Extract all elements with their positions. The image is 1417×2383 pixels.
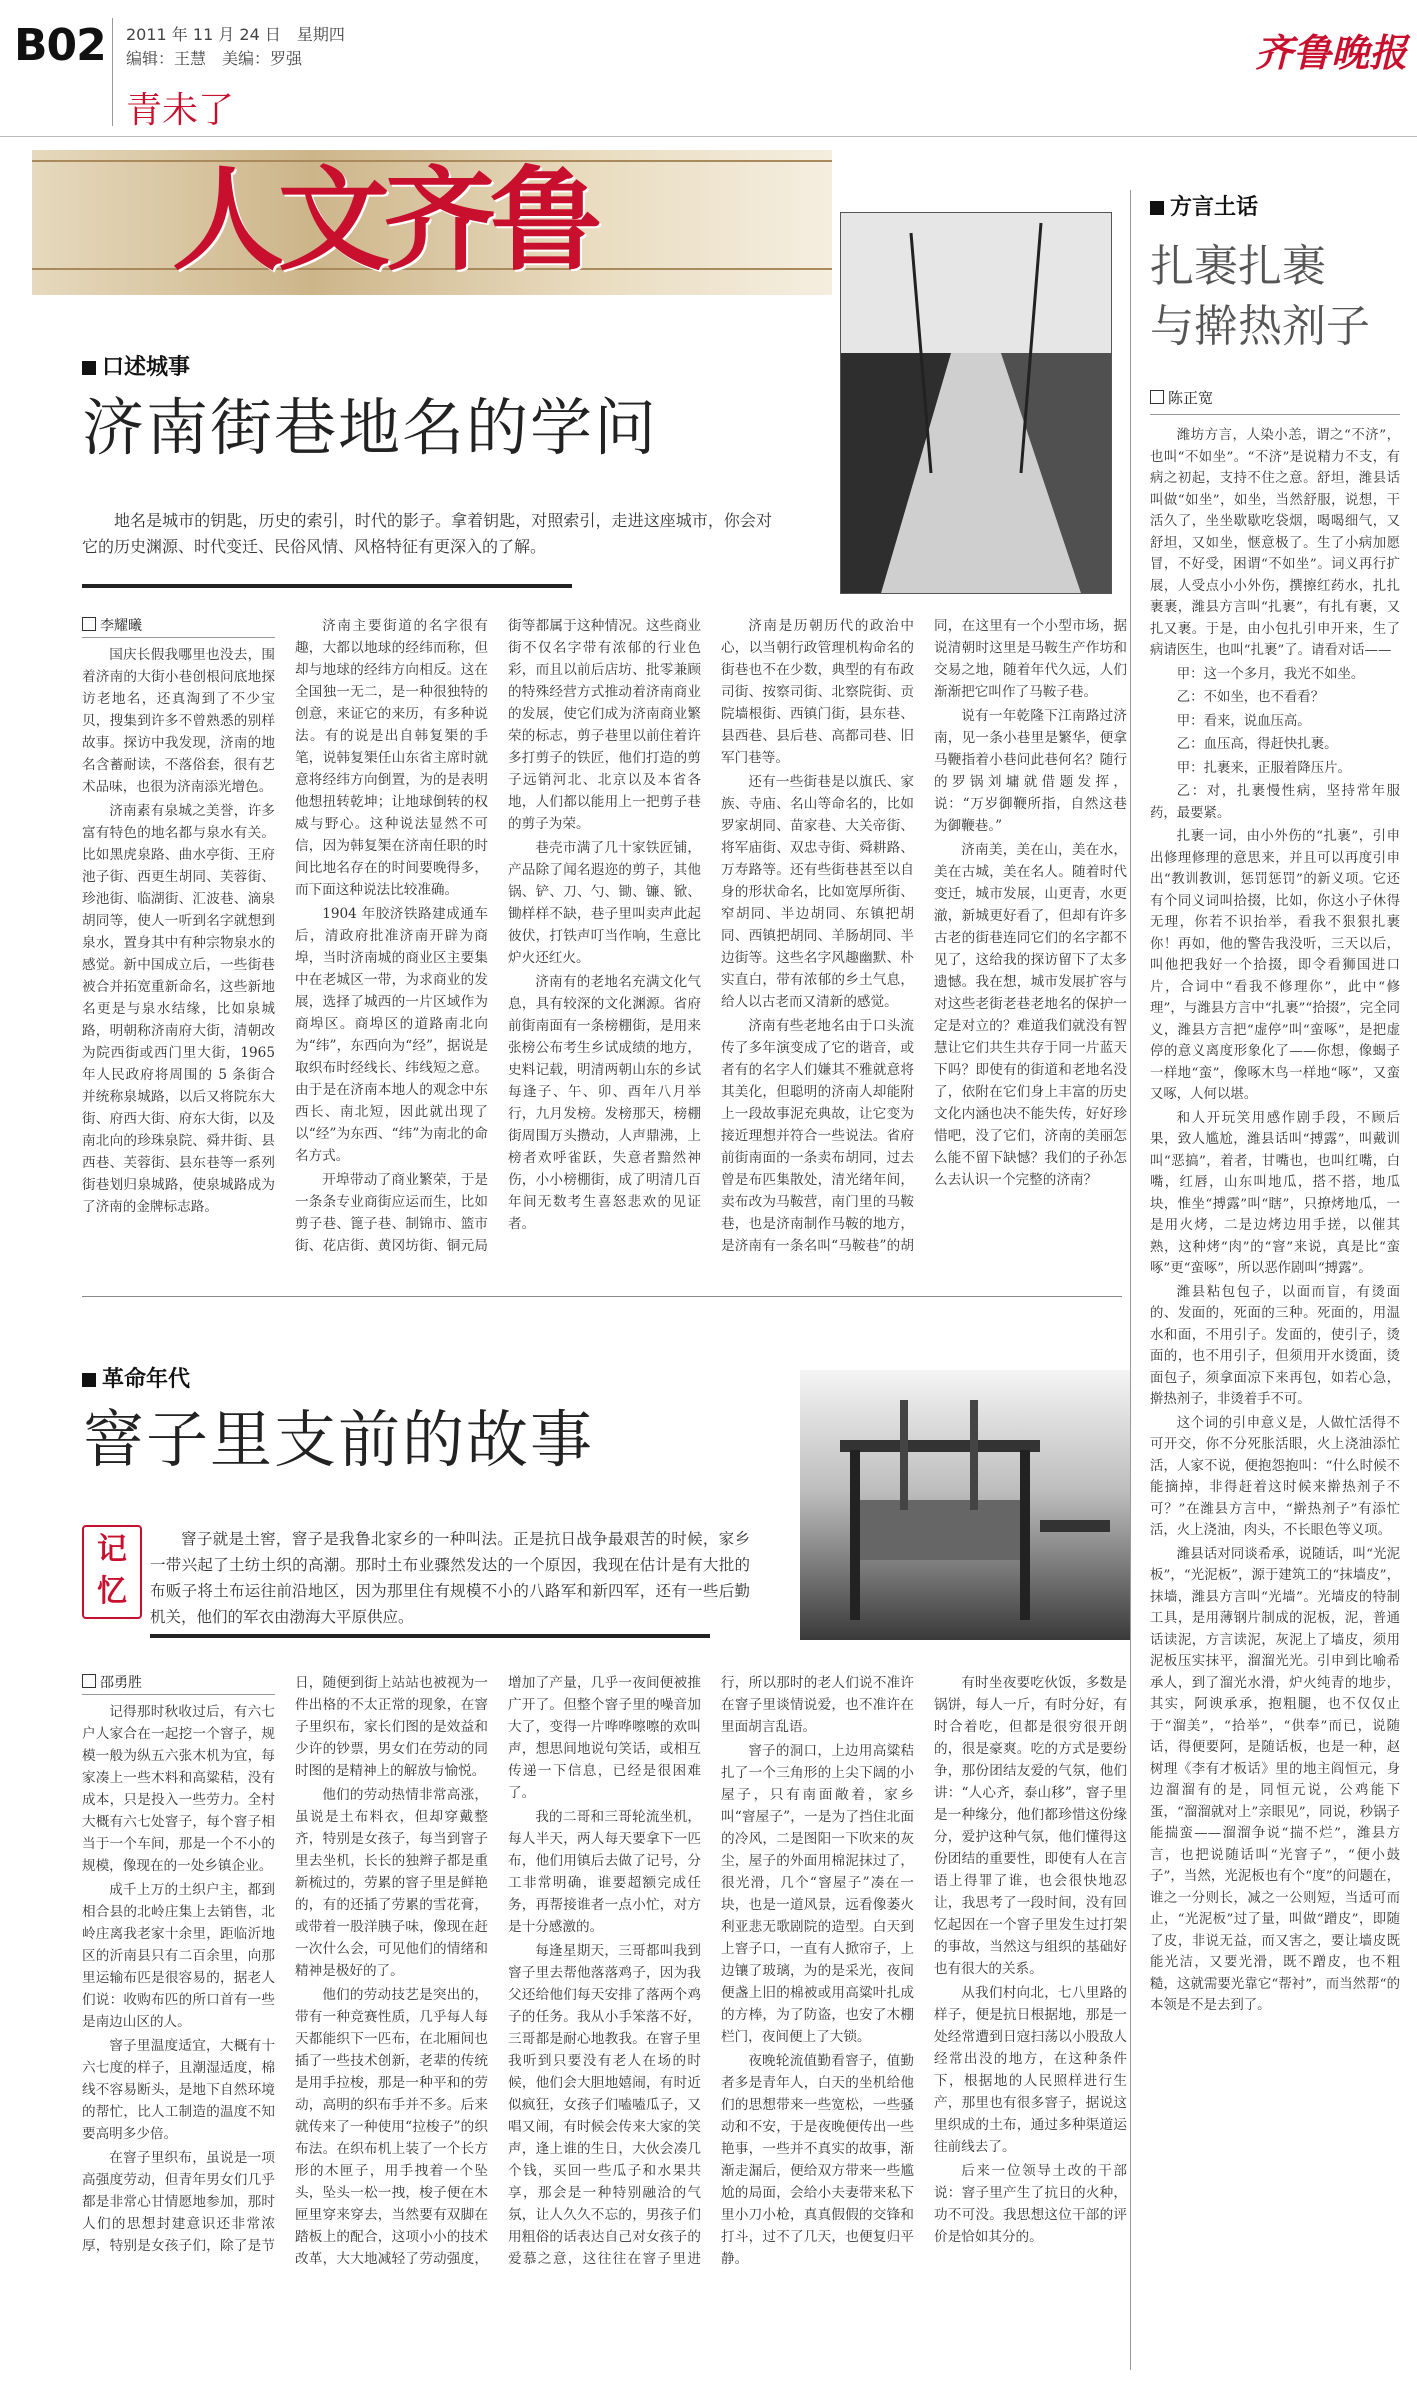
article1-column-label <box>82 350 190 381</box>
paragraph: 扎裹一词，由小外伤的“扎裹”，引申出修理修理的意思来，并且可以再度引申出“教训教训，惩罚惩罚”的新义项。它还有个同义词叫拾掇，比如，你这小子休得无理，你若不识抬举，看我不狠狠扎裹你！再如，他的警告我没听，三天以后，叫他把我好一个拾掇，即令看狮国进口片，合词中“看我不修理你”，此中“修理”，与潍县方言中“扎裹”“拾掇”，完全同义，潍县方言把“虚停”叫“蛮啄”，是把虚停的意义离度形象化了——你想，像蝎子一样地“蛮”，像啄木鸟一样地“啄”，又蛮又啄，人何以堪。 <box>1150 829 1400 1102</box>
masthead-rule <box>0 136 1417 137</box>
loom-photo <box>800 1370 1130 1640</box>
paragraph: 济南是历朝历代的政治中心，以当朝行政管理机构命名的街巷也不在少数，典型的有布政司街、按察司街、北察院街、贡院墙根街、西镇门街，县东巷、县西巷、县后巷、高都司巷、旧军门巷等。 <box>721 618 914 766</box>
sidebar-column-text: 方言土话 <box>1170 195 1259 220</box>
article2-body <box>82 1672 1127 2372</box>
paragraph: 窨子的洞口，上边用高粱秸扎了一个三角形的上尖下阔的小屋子，只有南面敞着，家乡叫“窨屋子”，一是为了挡住北面的冷风，二是图阳一下吹来的灰尘，屋子的外面用棉泥抹过了，很光滑，几个“窨屋子”凑在一块，也是一道风景，远看像萎火利亚悲无歌剧院的造型。白天到上窨子口，一直有人掀帘子，上边镶了玻璃，为的是采光，夜间便盏上旧的棉被或用高粱叶扎成的方棒，为了防盗，也安了木棚栏门，夜间便上了大锁。 <box>721 1743 914 2045</box>
article2-column-label <box>82 1362 190 1393</box>
sidebar-author-name: 陈正宽 <box>1168 389 1214 407</box>
sidebar-body <box>1150 425 1400 2335</box>
masthead-divider <box>112 18 113 126</box>
paper-logo: 齐鲁晚报 <box>1255 30 1408 75</box>
paragraph: 巷壳市满了几十家铁匠铺，产品除了闻名遐迩的剪子，其他锅、铲、刀、勺、锄、镰、锨、锄样样不缺，巷子里叫卖声此起彼伏，打铁声叮当作响，生意比炉火还红火。 <box>508 840 701 966</box>
paragraph: 和人开玩笑用感作剧手段，不顾后果，致人尴尬，潍县话叫“搏露”，叫戴训叫“恶搞”，着者，甘嘴也，也叫红嘴，白嘴，红唇，山东叫地瓜，搭不搭，地瓜块，惟坐“搏露”叫“瞎”，只撩烤地瓜，一是用火烤，二是边烤边用手搓，以催其熟，这种烤“肉”的“窨”来说，真是比“蛮啄”更“蛮啄”，所以恶作剧叫“搏露”。 <box>1150 1110 1400 1276</box>
author-box-icon <box>1150 390 1164 404</box>
paragraph: 济南有些老地名由于口头流传了多年演变成了它的谐音，或者有的名字人们嫌其不雅就意将其美化，但聪明的济南人却能附上一段故事泥充典故，让它变为接近理想并符合一些说法。省府前街南面的一条卖布胡同，过去曾是布匹集散处，清光绪年间，卖布改为马鞍营，南门里的马鞍巷，也是济南制作马鞍的地方，是济南有一条名叫“马鞍巷”的胡同，在这里有一个小型市场，据说清朝时这里是马鞍生产作坊和交易之地，随着年代久远，人们渐渐把它叫作了马鞍子巷。 <box>721 618 1127 1254</box>
banner-logo: 人文齐鲁 <box>172 155 596 286</box>
paragraph: 甲：看来，说血压高。 <box>1176 713 1311 729</box>
sidebar <box>1150 150 1400 2370</box>
author-box-icon <box>82 1674 96 1688</box>
sidebar-column-label <box>1150 190 1400 221</box>
paragraph: 潍县话对同谈希承，说随话，叫“光泥板”，“光泥板”，源于建筑工的“抹墙皮”，抹墙，潍县方言叫“光墙”。光墙皮的特制工具，是用薄钢片制成的泥板，泥，普通话读泥，方言读泥，灰泥上了墙皮，须用泥板压实抹平，溜溜光光。引申到比喻希承人，到了溜光水滑，炉火纯青的地步，其实，阿谀承承，抱粗腿，也不仅仅止于“溜美”，“拾举”，“供奉”而已，说随话，得便要阿，是随话板，也是一种，赵树理《李有才板话》里的地主阎恒元，身边溜溜有的是，同恒元说，公鸡能下蛋，“溜溜就对上”亲眼见”，同说，秒锅子能揣蛮——溜溜争说“揣不烂”，潍县方言，也把说随话叫“光窨子”，“便小鼓子”，当然，光泥板也有个“度”的问题在，谁之一分则长，减之一公则短，当适可而止，“光泥板”过了量，叫做“蹭皮”，即随了皮，非说无益，而又害之，要让墙皮既能光洁，又要光滑，既不蹭皮，也不粗糙，这就需要光靠它“帮衬”，而当然帮“的本领是不是去到了。 <box>1150 1546 1400 2013</box>
paragraph: 记得那时秋收过后，有六七户人家合在一起挖一个窨子，规模一般为纵五六张木机为宜，每家凑上一些木料和高粱秸，没有成本，只是投入一些劳力。全村大概有六七处窨子，每个窨子相当于一个车间，那是一个不小的规模，像现在的一处乡镇企业。 <box>82 1704 275 1874</box>
paragraph: 甲：扎裹来，正服着降压片。 <box>1176 760 1351 776</box>
paragraph: 从我们村向北，七八里路的样子，便是抗日根据地，那是一处经常遭到日寇扫荡以小股敌人经常出没的地方，在这种条件下，根据地的人民照样进行生产，那里也有很多窨子，据说这里织成的土布，通过多种渠道运往前线去了。 <box>934 1985 1127 2155</box>
paragraph: 他们的劳动热情非常高涨，虽说是土布料衣，但却穿戴整齐，特别是女孩子，每当到窨子里去坐机，长长的独辫子都是重新梳过的，劳累的窨子里是鲜艳的，有的还插了劳累的雪花膏，或带着一股洋胰子味，像现在赶一次什么会，可见他们的情绪和精神是极好的了。 <box>295 1787 488 1979</box>
paragraph: 乙：血压高，得赶快扎裹。 <box>1176 737 1338 752</box>
paragraph: 有时坐夜要吃伙饭，多数是锅饼，每人一斤，有时分好，有时合着吃，但都是很穷很开朗的，很是豪爽。吃的方式是要纷争，那份团结友爱的气氛，他们讲：“人心齐，泰山移”，窨子里是一种缘分，他们都珍惜这份缘分，爱护这种气氛，他们懂得这份团结的重要性，即使有人在言语上得罪了谁，也会很快地忍让，我思考了一段时间，没有回忆起因在一个窨子里发生过打架的事故，当然这与组织的基础好也有很大的关系。 <box>934 1675 1127 1977</box>
paragraph: 1904 年胶济铁路建成通车后，清政府批准济南开辟为商埠，当时济南城的商业区主要集中在老城区一带，为求商业的发展，选择了城西的一片区域作为商埠区。商埠区的道路南北向为“纬”，东西向为“经”，据说是取织布时经线长、纬线短之意。由于是在济南本地人的观念中东西长、南北短，因此就出现了以“经”为东西、“纬”为南北的命名方式。 <box>295 906 488 1164</box>
editor-credit: 编辑：王慧 美编：罗强 <box>126 49 303 68</box>
article2-column-text: 革命年代 <box>102 1367 191 1392</box>
sidebar-title-line2: 与擀热剂子 <box>1150 301 1370 352</box>
paragraph: 潍坊方言，人染小恙，谓之“不济”，也叫“不如坐”。“不济”是说精力不支，有病之初起，支持不住之意。舒坦，潍县话叫做“如坐”，如坐，当然舒服，说想，干活久了，坐坐歇歇吃袋烟，喝喝细气，又舒坦，又如坐，惬意极了。生了小病加愿冒，不好受，困谓“不如坐”。词义再行扩展，人受点小小外伤，撰擦红药水，扎扎裹裹，潍县方言叫“扎裹”，有扎有裹，又扎又裹。于是，由小包扎引申开来，生了病请医生，也叫“扎裹”了。请看对话—— <box>1150 428 1400 658</box>
article1-body <box>82 615 1127 1275</box>
article2-title: 窨子里支前的故事 <box>82 1403 595 1476</box>
article2-author-name: 邵勇胜 <box>100 1675 142 1691</box>
square-bullet-icon <box>1150 201 1164 215</box>
paragraph: 济南主要街道的名字很有趣，大都以地球的经纬而称，但却与地球的经纬方向相反。这在全国独一无二，是一种很独特的创意，来证它的来历，有多种说法。有的说是出自韩复榘的手笔，说韩复榘任山东省主席时就意将经纬方向倒置，为的是表明他想扭转乾坤；让地球倒转的权威与野心。这种说法显然不可信，因为韩复榘在济南任职的时间比地名存在的时间要晚得多，而下面这种说法比较准确。 <box>295 618 488 898</box>
page-code: B02 <box>14 20 106 71</box>
issue-date: 2011 年 11 月 24 日 星期四 <box>126 25 345 44</box>
memory-stamp <box>82 1525 142 1619</box>
paragraph: 还有一些街巷是以旗氏、家族、寺庙、名山等命名的，比如罗家胡同、苗家巷、大关帝街、将军庙街、双忠寺街、舜耕路、万寿路等。还有些街巷甚至以自身的形状命名，比如宽厚所街、窄胡同、半边胡同、东镇把胡同、西镇把胡同、羊肠胡同、半边街等。这些名字风趣幽默、朴实直白，带有浓郁的乡土气息，给人以古老而又清新的感觉。 <box>721 774 914 1010</box>
article1-author-name: 李耀曦 <box>100 618 142 634</box>
lead-underline <box>150 1634 710 1638</box>
author-box-icon <box>82 617 96 631</box>
paragraph: 在窨子里织布，虽说是一项高强度劳动，但青年男女们几乎都是非常心甘情愿地参加，那时人们的思想封建意识还非常浓厚，特别是女孩子们，除了是节日，随便到街上站站也被视为一件出格的不太正常的现象，在窨子里织布，家长们图的是效益和少许的钞票，男女们在劳动的同时图的是精神上的解放与愉悦。 <box>82 1675 488 2254</box>
street-photo <box>840 212 1112 594</box>
banner <box>32 150 832 295</box>
paragraph: 乙：不如坐，也不看看？ <box>1176 690 1325 705</box>
section-name: 青未了 <box>126 90 235 131</box>
sidebar-author <box>1150 387 1400 415</box>
paragraph: 甲：这一个多月，我光不如坐。 <box>1176 666 1365 682</box>
paragraph: 潍县粘包包子，以面而盲，有烫面的、发面的，死面的三种。死面的，用温水和面，不用引子。发面的，使引子，烫面的，也不用引子，但须用开水烫面，烫面包子，须拿面凉下来再包，如若心急，擀热剂子，非烫着手不可。 <box>1150 1284 1400 1407</box>
paragraph: 夜晚轮流值勤看窨子，值勤者多是青年人，白天的坐机给他们的思想带来一些宽松，一些骚动和不安，于是夜晚便传出一些艳事，一些并不真实的故事，渐渐走漏后，便给双方带来一些尴尬的局面，会给小夫妻带来私下里小刀小枪，真真假假的交锋和打斗，过不了几天，也便复归平静。 <box>721 2053 914 2267</box>
section-divider <box>82 1296 1122 1297</box>
paragraph: 开埠带动了商业繁荣，于是一条条专业商街应运而生，比如剪子巷、篦子巷、制锦市、篮市街、花店街、黄冈坊街、铜元局街等都属于这种情况。这些商业街不仅名字带有浓郁的行业色彩，而且以前后店坊、批零兼顾的特殊经营方式推动着济南商业的发展，使它们成为济南商业繁荣的标志，剪子巷里以前住着许多打剪子的铁匠，他们打造的剪子远销河北、北京以及本省各地，人们都以能用上一把剪子巷的剪子为荣。 <box>295 618 701 1254</box>
paragraph: 说有一年乾隆下江南路过济南，见一条小巷里是繁华，便拿马鞭指着小巷问此巷何名？随行的罗锅刘墉就借题发挥，说：“万岁御鞭所指，自然这巷为御鞭巷。” <box>934 708 1127 834</box>
sidebar-divider <box>1130 190 1131 2370</box>
article2-lead: 窨子就是土窖，窨子是我鲁北家乡的一种叫法。正是抗日战争最艰苦的时候，家乡一带兴起了土纺土织的高潮。那时土布业骤然发达的一个原因，我现在估计是有大批的布贩子将土布运往前沿地区，因为那里住有规模不小的八路军和新四军，还有一些后勤机关，他们的军衣由渤海大平原供应。 <box>150 1530 750 1626</box>
article2-author <box>82 1672 275 1695</box>
square-bullet-icon <box>82 361 96 375</box>
sidebar-title-line1: 扎裹扎裹 <box>1150 241 1326 292</box>
paragraph: 这个词的引申意义是，人做忙活得不可开交，你不分死胀活眼，火上浇油添忙活，人家不说，便抱怨抱叫：“什么时候不能摘掉，非得赶着这时候来擀热剂子不可？”在潍县方言中，“擀热剂子”有添忙活，火上浇油，肉头，不长眼色等义项。 <box>1150 1415 1400 1538</box>
article1-author <box>82 615 275 638</box>
paragraph: 我的二哥和三哥轮流坐机，每人半天，两人每天要拿下一匹布，他们用镇后去做了记号，分工非常明确，谁要超额完成任务，再帮接谁者一点小忙，对方是十分感激的。 <box>508 1809 701 1935</box>
canal-image <box>841 213 1111 593</box>
paragraph: 乙：对，扎裹慢性病，坚持常年服药，最要紧。 <box>1150 784 1400 821</box>
paragraph: 济南有的老地名充满文化气息，具有较深的文化渊源。省府前街南面有一条榜棚街，是用来张榜公布考生乡试成绩的地方，史料记载，明清两朝山东的乡试每逢子、午、卯、酉年八月举行，九月发榜。发榜那天，榜棚街周围万头攒动，人声鼎沸，上榜者欢呼雀跃，失意者黯然神伤，小小榜棚街，成了明清几百年间无数考生喜怒悲欢的见证者。 <box>508 974 701 1232</box>
article1-column-text: 口述城事 <box>102 355 191 380</box>
paragraph: 济南美，美在山，美在水，美在古城，美在名人。随着时代变迁，城市发展，山更青，水更澈，新城更好看了，但却有许多古老的街巷连同它们的名字都不见了，这给我的探访留下了太多遗憾。我在想，城市发展扩容与对这些老街老巷老地名的保护一定是对立的？难道我们就没有智慧让它们共生共存于同一片蓝天下吗？即使有的街道和老地名没了，依附在它们身上丰富的历史文化内涵也决不能失传，好好珍惜吧，没了它们，济南的美丽怎么能不留下缺憾？我们的子孙怎么去认识一个完整的济南？ <box>934 842 1127 1188</box>
paragraph: 济南素有泉城之美誉，许多富有特色的地名都与泉水有关。比如黑虎泉路、曲水亭街、王府池子街、西更生胡同、芙蓉街、珍池街、临湖街、汇波巷、滴泉胡同等，使人一听到名字就想到泉水，置身其中有种宗物泉水的感觉。新中国成立后，一些街巷被合并拓宽重新命名，这些新地名更是与泉水结缘，比如泉城路，明朝称济南府大街，清朝改为院西街或西门里大街，1965 年人民政府将周围的 5 条街合并统称泉城路，以后又将院东大街、府西大街、府东大街，以及南北向的珍珠泉院、舜井街、县西巷、芙蓉街、县东巷等一系列街巷划归泉城路，使泉城路成为了济南的金牌标志路。 <box>82 803 275 1215</box>
paragraph: 每逢星期天，三哥都叫我到窨子里去帮他落落鸡子，因为我父还给他们每天安排了落两个鸡子的任务。我从小手笨落不好，三哥都是耐心地教我。在窨子里我听到只要没有老人在场的时候，他们会大胆地嬉闹，有时近似疯狂，女孩子们嗑嗑瓜子，又唱又闹，有时候会传来大家的笑声，逢上谁的生日，大伙会凑几个钱，买回一些瓜子和水果共享，那会是一种特别融洽的气氛，让人久久不忘的，男孩子们用粗俗的话表达自己对女孩子的爱慕之意，这往往在窨子里进行，所以那时的老人们说不准许在窨子里谈情说爱，也不准许在里面胡言乱语。 <box>508 1675 914 2267</box>
paragraph: 他们的劳动技艺是突出的，带有一种竞赛性质，几乎每人每天都能织下一匹布，在北厢间也插了一些技术创新，老辈的传统是用手拉梭，那是一种平和的劳动，高明的织布手并不多。后来就传来了一种使用“拉梭子”的织布法。在织布机上装了一个长方形的木匣子，用手拽着一个坠头，坠头一松一拽，梭子便在木匣里穿来穿去，当然要有双脚在踏板上的配合，这项小小的技术改革，大大地减轻了劳动强度，增加了产量，几乎一夜间便被推广开了。但整个窨子里的噪音加大了，变得一片哗哗嚓嚓的欢叫声，想思间地说句笑话，或相互传递一下信息，已经是很困难了。 <box>295 1675 701 2267</box>
paragraph: 窨子里温度适宜，大概有十六七度的样子，且潮湿适度，棉线不容易断头，是地下自然环境的帮忙，比人工制造的温度不知要高明多少倍。 <box>82 2038 275 2142</box>
paragraph: 成千上万的土织户主，都到相合县的北岭庄集上去销售，北岭庄离我老家十余里，距临沂地区的沂南县只有二百余里，向那里运输布匹是很容易的，据老人们说：收购布匹的所口首有一些是南边山区的人。 <box>82 1882 275 2030</box>
lead-underline <box>82 584 572 588</box>
memory-stamp-text: 记忆 <box>97 1532 127 1609</box>
article1-lead: 地名是城市的钥匙，历史的索引，时代的影子。拿着钥匙，对照索引，走进这座城市，你会对它的历史渊源、时代变迁、民俗风情、风格特征有更深入的了解。 <box>82 511 772 556</box>
article1-title: 济南街巷地名的学问 <box>82 391 659 464</box>
masthead <box>0 0 1417 140</box>
square-bullet-icon <box>82 1373 96 1387</box>
paragraph: 后来一位领导土改的干部说：窨子里产生了抗日的火种，功不可没。我思想这位干部的评价是恰如其分的。 <box>934 2163 1127 2245</box>
paragraph: 国庆长假我哪里也没去，围着济南的大街小巷创根问底地探访老地名，还真淘到了不少宝贝，搜集到许多不曾熟悉的别样故事。探访中我发现，济南的地名含蓄耐读，不落俗套，很有艺术品味，也很为济南添光增色。 <box>82 647 275 795</box>
loom-image <box>800 1370 1130 1640</box>
